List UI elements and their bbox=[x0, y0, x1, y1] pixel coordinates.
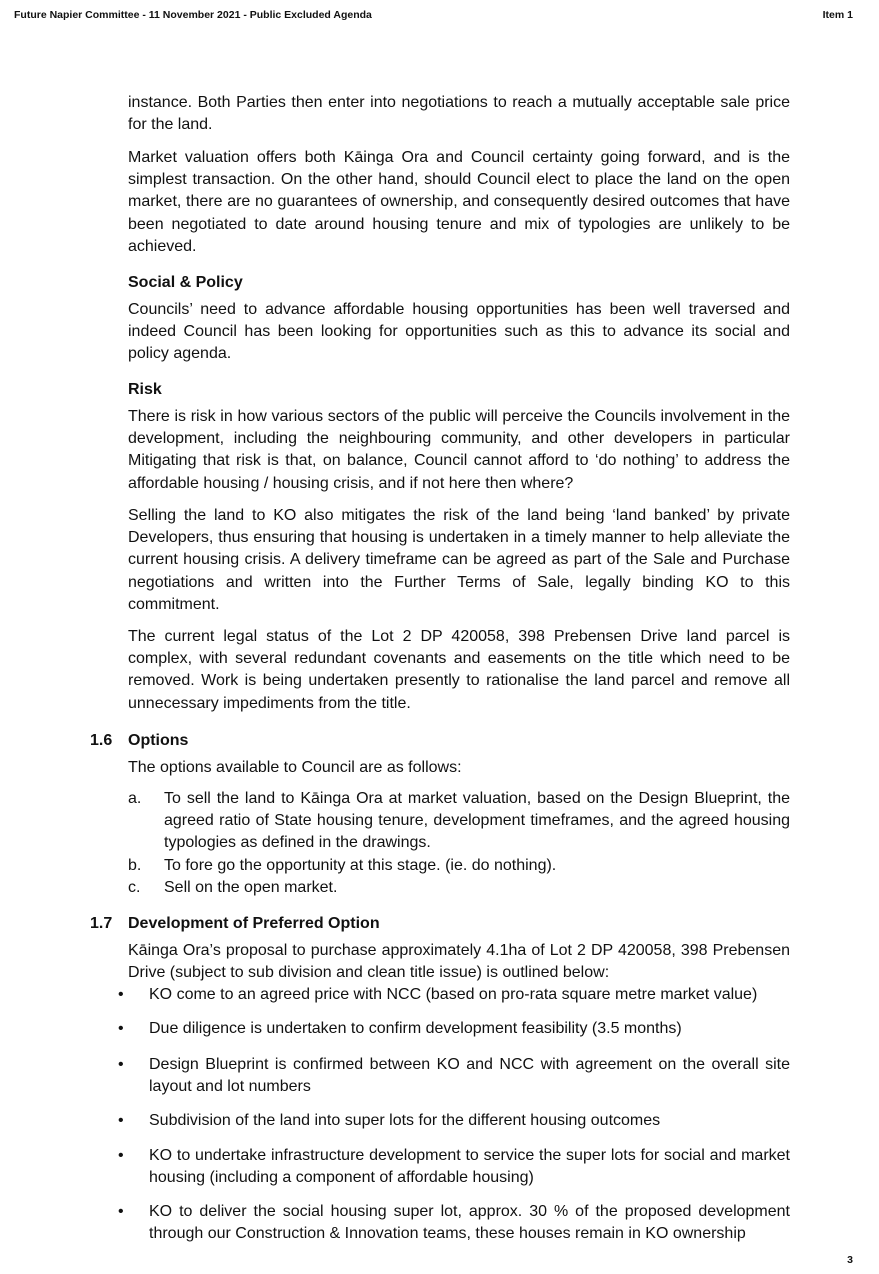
heading-social-policy: Social & Policy bbox=[128, 274, 243, 291]
preferred-option-intro: Kāinga Ora’s proposal to purchase approximately 4.1ha of Lot 2 DP 420058, 398 Prebensen Drive (subject to sub division and clean title issue) is outlined below: bbox=[128, 942, 790, 982]
bullet-icon: • bbox=[118, 1147, 124, 1164]
section-number-1-7: 1.7 bbox=[90, 915, 113, 932]
paragraph-risk-perception: There is risk in how various sectors of the public will perceive the Councils involvement in the development, including the neighbouring community, and other developers in particular Mitigating that risk is that, on balance, Council cannot afford to ‘do nothing’ to address the affordable housing / housing crisis, and if not here then where? bbox=[128, 408, 790, 492]
options-intro: The options available to Council are as follows: bbox=[128, 759, 462, 776]
bullet-text: Subdivision of the land into super lots for the different housing outcomes bbox=[149, 1112, 661, 1129]
bullet-icon: • bbox=[118, 1056, 124, 1073]
heading-risk: Risk bbox=[128, 381, 162, 398]
bullet-icon: • bbox=[118, 1112, 124, 1129]
option-letter: b. bbox=[128, 857, 142, 874]
bullet-text: KO come to an agreed price with NCC (based on pro-rata square metre market value) bbox=[149, 986, 758, 1003]
option-letter: c. bbox=[128, 879, 141, 896]
bullet-text: Design Blueprint is confirmed between KO and NCC with agreement on the overall site layout and lot numbers bbox=[149, 1056, 790, 1096]
document-header-title: Future Napier Committee - 11 November 2021 - Public Excluded Agenda bbox=[14, 9, 372, 21]
option-text: To fore go the opportunity at this stage. (ie. do nothing). bbox=[164, 857, 557, 874]
item-label: Item 1 bbox=[822, 9, 853, 21]
paragraph-market-valuation: Market valuation offers both Kāinga Ora and Council certainty going forward, and is the simplest transaction. On the other hand, should Council elect to place the land on the open market, there are no guarantees of ownership, and consequently desired outcomes that have been negotiated to date around housing tenure and mix of typologies are unlikely to be achieved. bbox=[128, 149, 790, 255]
section-title-options: Options bbox=[128, 732, 189, 749]
option-text: To sell the land to Kāinga Ora at market valuation, based on the Design Blueprint, the agreed ratio of State housing tenure, development timeframes, and the agreed housing typologies as defined in the drawings. bbox=[164, 790, 790, 852]
section-title-preferred-option: Development of Preferred Option bbox=[128, 915, 380, 932]
option-letter: a. bbox=[128, 790, 142, 807]
option-text: Sell on the open market. bbox=[164, 879, 338, 896]
paragraph-legal-status: The current legal status of the Lot 2 DP 420058, 398 Prebensen Drive land parcel is complex, with several redundant covenants and easements on the title which need to be removed. Work is being undertaken presently to rationalise the land parcel and remove all unnecessary impediments from the title. bbox=[128, 628, 790, 712]
bullet-text: KO to deliver the social housing super lot, approx. 30 % of the proposed development through our Construction & Innovation teams, these houses remain in KO ownership bbox=[149, 1203, 790, 1243]
bullet-icon: • bbox=[118, 1020, 124, 1037]
bullet-text: Due diligence is undertaken to confirm development feasibility (3.5 months) bbox=[149, 1020, 682, 1037]
paragraph-land-banking: Selling the land to KO also mitigates the risk of the land being ‘land banked’ by private Developers, thus ensuring that housing is undertaken in a timely manner to help alleviate the current housing crisis. A delivery timeframe can be agreed as part of the Sale and Purchase negotiations and written into the Further Terms of Sale, legally binding KO to this commitment. bbox=[128, 507, 790, 613]
bullet-icon: • bbox=[118, 986, 124, 1003]
paragraph-social-policy: Councils’ need to advance affordable housing opportunities has been well traversed and indeed Council has been looking for opportunities such as this to advance its social and policy agenda. bbox=[128, 301, 790, 363]
section-number-1-6: 1.6 bbox=[90, 732, 113, 749]
bullet-text: KO to undertake infrastructure development to service the super lots for social and market housing (including a component of affordable housing) bbox=[149, 1147, 790, 1187]
bullet-icon: • bbox=[118, 1203, 124, 1220]
paragraph-sale-price: instance. Both Parties then enter into negotiations to reach a mutually acceptable sale price for the land. bbox=[128, 94, 790, 134]
page-number: 3 bbox=[847, 1254, 853, 1266]
